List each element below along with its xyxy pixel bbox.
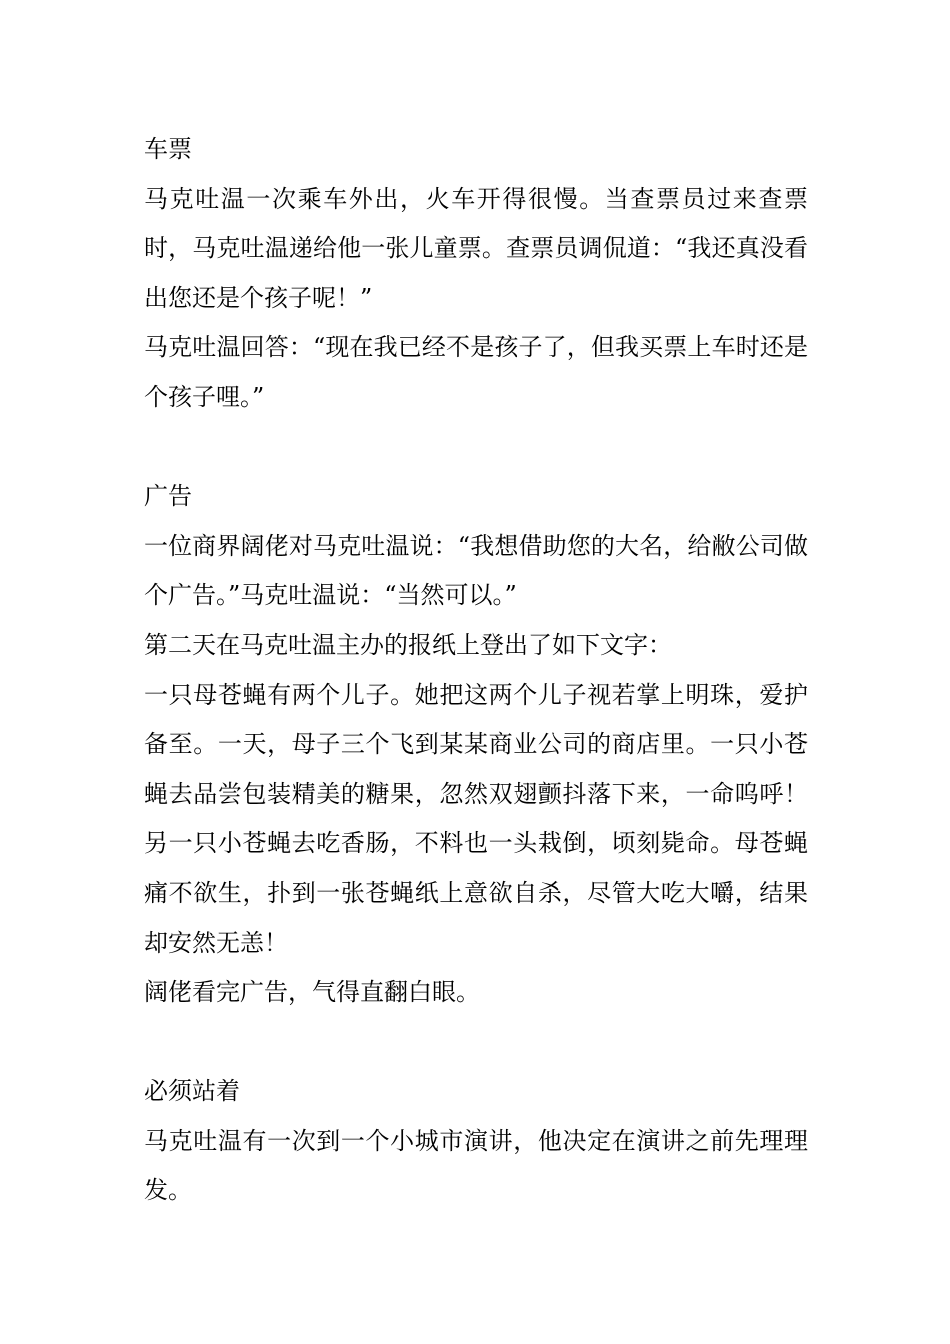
paragraph: 马克吐温有一次到一个小城市演讲，他决定在演讲之前先理理发。 (144, 1126, 808, 1205)
story-title: 广告 (144, 482, 192, 511)
paragraph: 阔佬看完广告，气得直翻白眼。 (144, 978, 480, 1007)
paragraph: 马克吐温一次乘车外出，火车开得很慢。当查票员过来查票时，马克吐温递给他一张儿童票。查票员调侃道：“我还真没看出您还是个孩子呢！” (144, 184, 808, 312)
story-ticket (144, 125, 808, 423)
paragraph: 第二天在马克吐温主办的报纸上登出了如下文字： (144, 630, 672, 659)
paragraph: 马克吐温回答：“现在我已经不是孩子了，但我买票上车时还是个孩子哩。” (144, 333, 808, 411)
paragraph: 一只母苍蝇有两个儿子。她把这两个儿子视若掌上明珠，爱护备至。一天，母子三个飞到某某商业公司的商店里。一只小苍蝇去品尝包装精美的糖果，忽然双翅颤抖落下来，一命呜呼！另一只小苍蝇去吃香肠，不料也一头栽倒，顷刻毙命。母苍蝇痛不欲生，扑到一张苍蝇纸上意欲自杀，尽管大吃大嚼，结果却安然无恙！ (144, 680, 808, 957)
story-title: 必须站着 (144, 1077, 240, 1106)
story-advertisement (144, 472, 808, 1018)
document-page (144, 125, 808, 1266)
paragraph: 一位商界阔佬对马克吐温说：“我想借助您的大名，给敝公司做个广告。”马克吐温说：“当然可以。” (144, 531, 808, 610)
story-must-stand (144, 1067, 808, 1216)
story-title: 车票 (144, 135, 192, 163)
